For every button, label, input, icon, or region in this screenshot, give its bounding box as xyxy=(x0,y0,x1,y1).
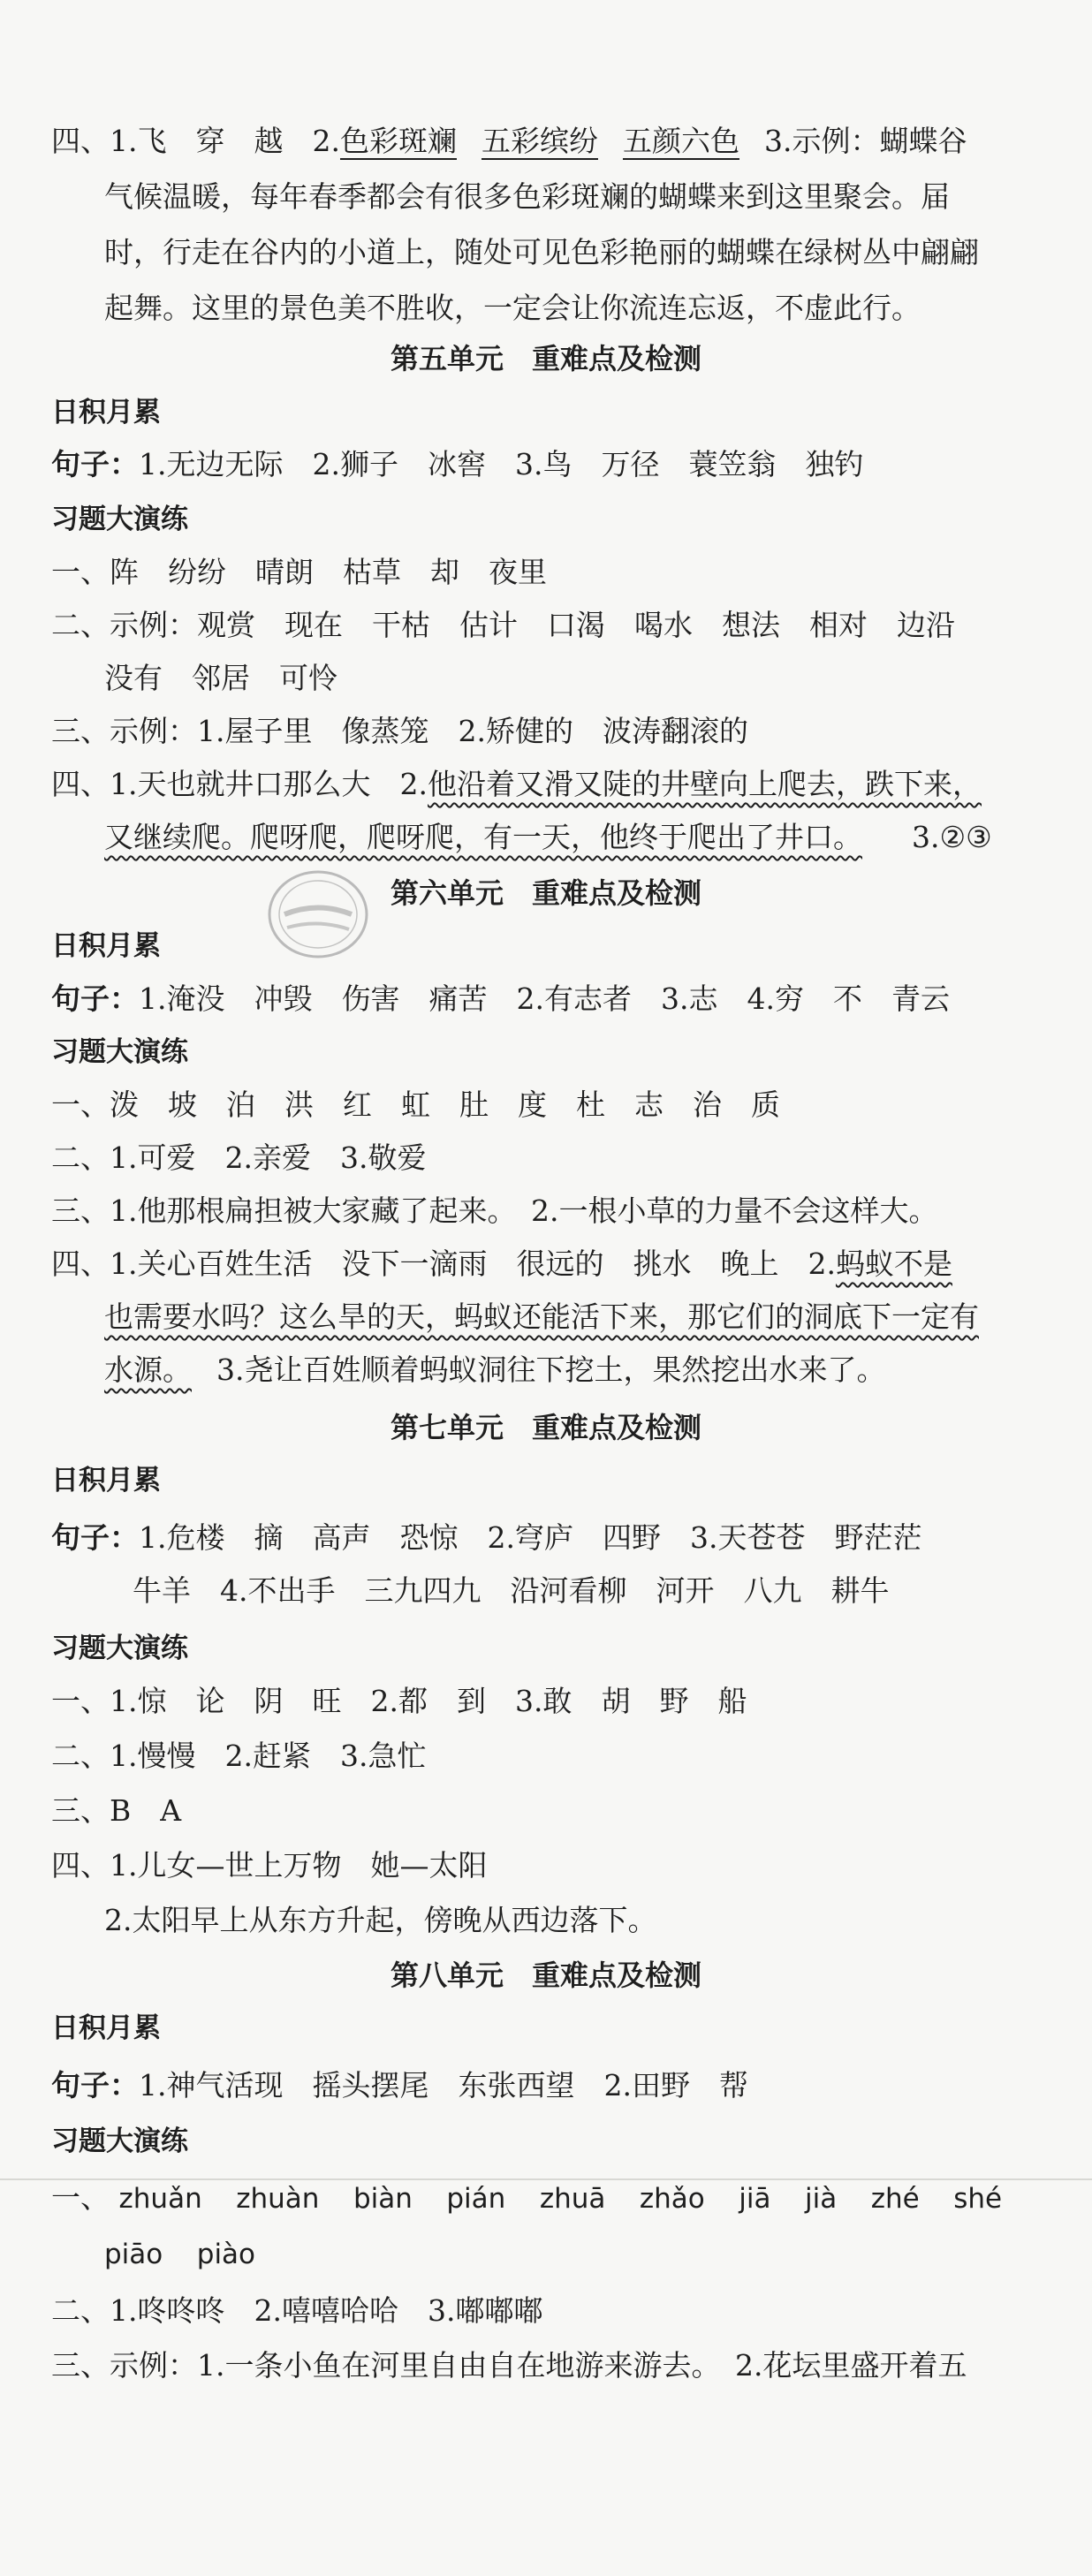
pinyin-line xyxy=(104,2231,1074,2277)
answer-line: 二、1.咚咚咚 2.嘻嘻哈哈 3.嘟嘟嘟 xyxy=(51,2293,543,2328)
answer-line: 没有 邻居 可怜 xyxy=(104,661,337,695)
wavy-underlined-text: 也需要水吗？这么旱的天，蚂蚁还能活下来，那它们的洞底下一定有 xyxy=(104,1299,979,1334)
answer-line: 一、泼 坡 泊 洪 红 虹 肚 度 杜 志 治 质 xyxy=(51,1087,780,1122)
answer-text: 1.无边无际 2.狮子 冰窖 3.鸟 万径 蓑笠翁 独钓 xyxy=(139,447,864,481)
pinyin-word: biàn xyxy=(353,2183,413,2215)
wavy-underlined-text: 又继续爬。爬呀爬，爬呀爬，有一天，他终于爬出了井口。 xyxy=(104,820,862,854)
answer-line: 时，行走在谷内的小道上，随处可见色彩艳丽的蝴蝶在绿树丛中翩翩 xyxy=(104,235,979,269)
answer-line xyxy=(51,1241,1074,1287)
answer-line: 一、阵 纷纷 晴朗 枯草 却 夜里 xyxy=(51,555,547,589)
section-heading: 习题大演练 xyxy=(51,1036,188,1068)
answer-text: 四、1.关心百姓生活 没下一滴雨 很远的 挑水 晚上 2. xyxy=(51,1246,836,1281)
wavy-underlined-text: 水源。 xyxy=(104,1352,192,1387)
answer-line xyxy=(51,761,1074,807)
answer-text: 一、 xyxy=(51,2180,110,2215)
answer-line: 四、1.儿女—世上万物 她—太阳 xyxy=(51,1848,488,1883)
answer-text: 1.神气活现 摇头摆尾 东张西望 2.田野 帮 xyxy=(139,2068,748,2102)
section-heading: 日积月累 xyxy=(51,1465,161,1496)
pinyin-word: jiā xyxy=(739,2183,771,2215)
sentence-label: 句子： xyxy=(51,447,139,481)
answer-line: 三、示例：1.一条小鱼在河里自由自在地游来游去。 2.花坛里盛开着五 xyxy=(51,2348,967,2383)
answer-line xyxy=(51,118,1074,164)
pinyin-word: shé xyxy=(953,2183,1003,2215)
unit-title: 第五单元 重难点及检测 xyxy=(390,342,701,375)
pinyin-word: zhuàn xyxy=(236,2183,320,2215)
sentence-line xyxy=(51,2063,1074,2109)
unit-title: 第六单元 重难点及检测 xyxy=(390,876,701,910)
wavy-underlined-text: 他沿着又滑又陡的井壁向上爬去，跌下来， xyxy=(427,767,982,801)
answer-line: 三、示例：1.屋子里 像蒸笼 2.矫健的 波涛翻滚的 xyxy=(51,714,748,748)
answer-text: 四、1.天也就井口那么大 2. xyxy=(51,767,428,801)
pinyin-word: pián xyxy=(446,2183,506,2215)
sentence-line xyxy=(51,442,1074,488)
answer-line: 三、B A xyxy=(51,1793,182,1828)
section-heading: 习题大演练 xyxy=(51,1633,188,1664)
section-heading: 习题大演练 xyxy=(51,504,188,535)
answer-line: 一、1.惊 论 阴 旺 2.都 到 3.敢 胡 野 船 xyxy=(51,1684,747,1718)
wavy-underlined-text: 蚂蚁不是 xyxy=(835,1246,952,1281)
answer-line: 2.太阳早上从东方升起，傍晚从西边落下。 xyxy=(104,1903,657,1937)
answer-text: 3.②③ xyxy=(912,820,992,854)
answer-line xyxy=(104,1347,1074,1393)
pinyin-word: zhuǎn xyxy=(118,2183,202,2215)
section-heading: 日积月累 xyxy=(51,2012,161,2044)
pinyin-word: jià xyxy=(805,2183,838,2215)
underlined-word: 五颜六色 xyxy=(622,124,739,158)
answer-line: 二、1.慢慢 2.赶紧 3.急忙 xyxy=(51,1739,427,1773)
answer-line xyxy=(104,814,1074,860)
unit-title: 第八单元 重难点及检测 xyxy=(390,1959,701,1992)
section-heading: 日积月累 xyxy=(51,930,161,962)
answer-line xyxy=(104,1294,1074,1340)
sentence-label: 句子： xyxy=(51,2068,139,2102)
section-heading: 日积月累 xyxy=(51,397,161,428)
sentence-line xyxy=(51,976,1074,1022)
pinyin-word: zhǎo xyxy=(639,2183,705,2215)
pinyin-word: piāo xyxy=(104,2239,163,2270)
pinyin-word: zhuā xyxy=(539,2183,606,2215)
answer-text: 3.尧让百姓顺着蚂蚁洞往下挖土，果然挖出水来了。 xyxy=(216,1352,886,1387)
answer-line: 气候温暖，每年春季都会有很多色彩斑斓的蝴蝶来到这里聚会。届 xyxy=(104,179,950,214)
pinyin-word: zhé xyxy=(870,2183,920,2215)
pinyin-line xyxy=(51,2175,1074,2221)
answer-text: 1.淹没 冲毁 伤害 痛苦 2.有志者 3.志 4.穷 不 青云 xyxy=(139,981,950,1016)
underlined-word: 色彩斑斓 xyxy=(339,124,457,158)
unit-title: 第七单元 重难点及检测 xyxy=(390,1411,701,1444)
answer-text: 3.示例：蝴蝶谷 xyxy=(763,124,967,158)
answer-line: 三、1.他那根扁担被大家藏了起来。 2.一根小草的力量不会这样大。 xyxy=(51,1193,938,1228)
section-heading: 习题大演练 xyxy=(51,2125,188,2157)
sentence-line xyxy=(51,1515,1074,1561)
answer-text: 四、1.飞 穿 越 2. xyxy=(51,124,340,158)
sentence-label: 句子： xyxy=(51,1520,139,1555)
answer-text: 1.危楼 摘 高声 恐惊 2.穹庐 四野 3.天苍苍 野茫茫 xyxy=(139,1520,922,1555)
pinyin-word: piào xyxy=(196,2239,256,2270)
sentence-label: 句子： xyxy=(51,981,139,1016)
answer-line: 牛羊 4.不出手 三九四九 沿河看柳 河开 八九 耕牛 xyxy=(133,1573,890,1608)
answer-line: 二、1.可爱 2.亲爱 3.敬爱 xyxy=(51,1140,427,1175)
answer-line: 起舞。这里的景色美不胜收，一定会让你流连忘返，不虚此行。 xyxy=(104,291,921,325)
answer-line: 二、示例：观赏 现在 干枯 估计 口渴 喝水 想法 相对 边沿 xyxy=(51,608,955,642)
underlined-word: 五彩缤纷 xyxy=(481,124,598,158)
